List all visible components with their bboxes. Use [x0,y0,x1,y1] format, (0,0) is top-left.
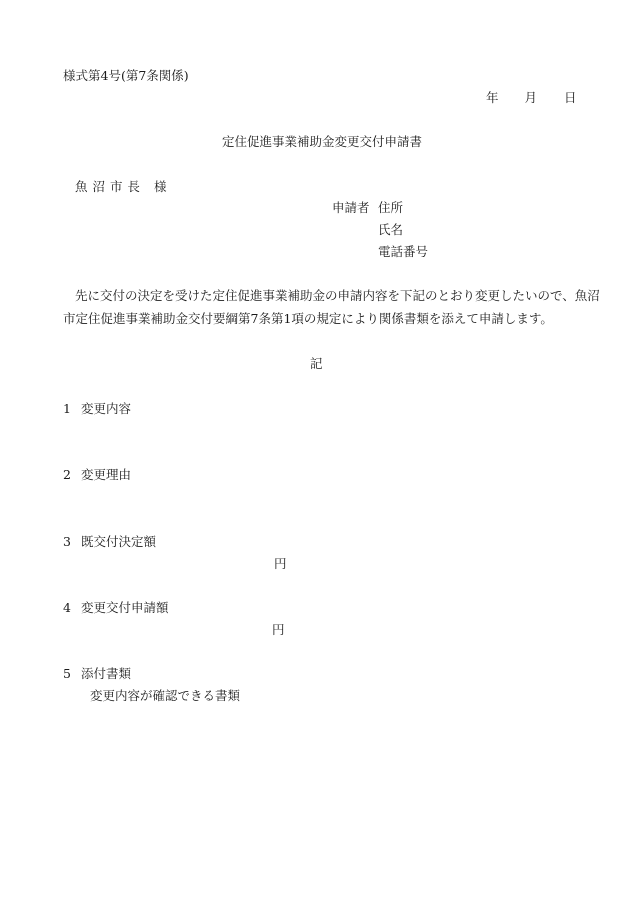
date-year-label: 年 [486,90,499,105]
document-title: 定住促進事業補助金変更交付申請書 [222,134,423,149]
item-1-number: 1 [63,401,71,416]
ki-heading: 記 [310,356,323,371]
date-month-label: 月 [524,90,538,105]
item-3-unit: 円 [274,556,287,571]
item-4-label: 変更交付申請額 [81,600,169,615]
item-1-label: 変更内容 [81,401,132,416]
body-line-1: 先に交付の決定を受けた定住促進事業補助金の申請内容を下記のとおり変更したいので、魚沼 [75,288,600,303]
item-4-number: 4 [63,600,71,615]
addressee-honorific: 様 [154,179,167,194]
form-number: 様式第4号(第7条関係) [63,68,189,83]
phone-label: 電話番号 [378,244,429,259]
date-line [486,92,577,105]
name-label: 氏名 [378,222,404,237]
item-2-number: 2 [63,467,71,482]
body-line-2: 市定住促進事業補助金交付要綱第7条第1項の規定により関係書類を添えて申請します。 [63,311,553,326]
address-label: 住所 [378,200,404,215]
item-3-label: 既交付決定額 [81,534,157,549]
item-5-detail: 変更内容が確認できる書類 [90,688,241,703]
item-5-number: 5 [63,666,71,681]
item-3-number: 3 [63,534,71,549]
applicant-label: 申請者 [332,200,370,215]
item-4-unit: 円 [272,622,285,637]
addressee-name: 魚 沼 市 長 [75,179,141,194]
item-5-label: 添付書類 [81,666,132,681]
date-day-label: 日 [564,90,577,105]
item-2-label: 変更理由 [81,467,132,482]
